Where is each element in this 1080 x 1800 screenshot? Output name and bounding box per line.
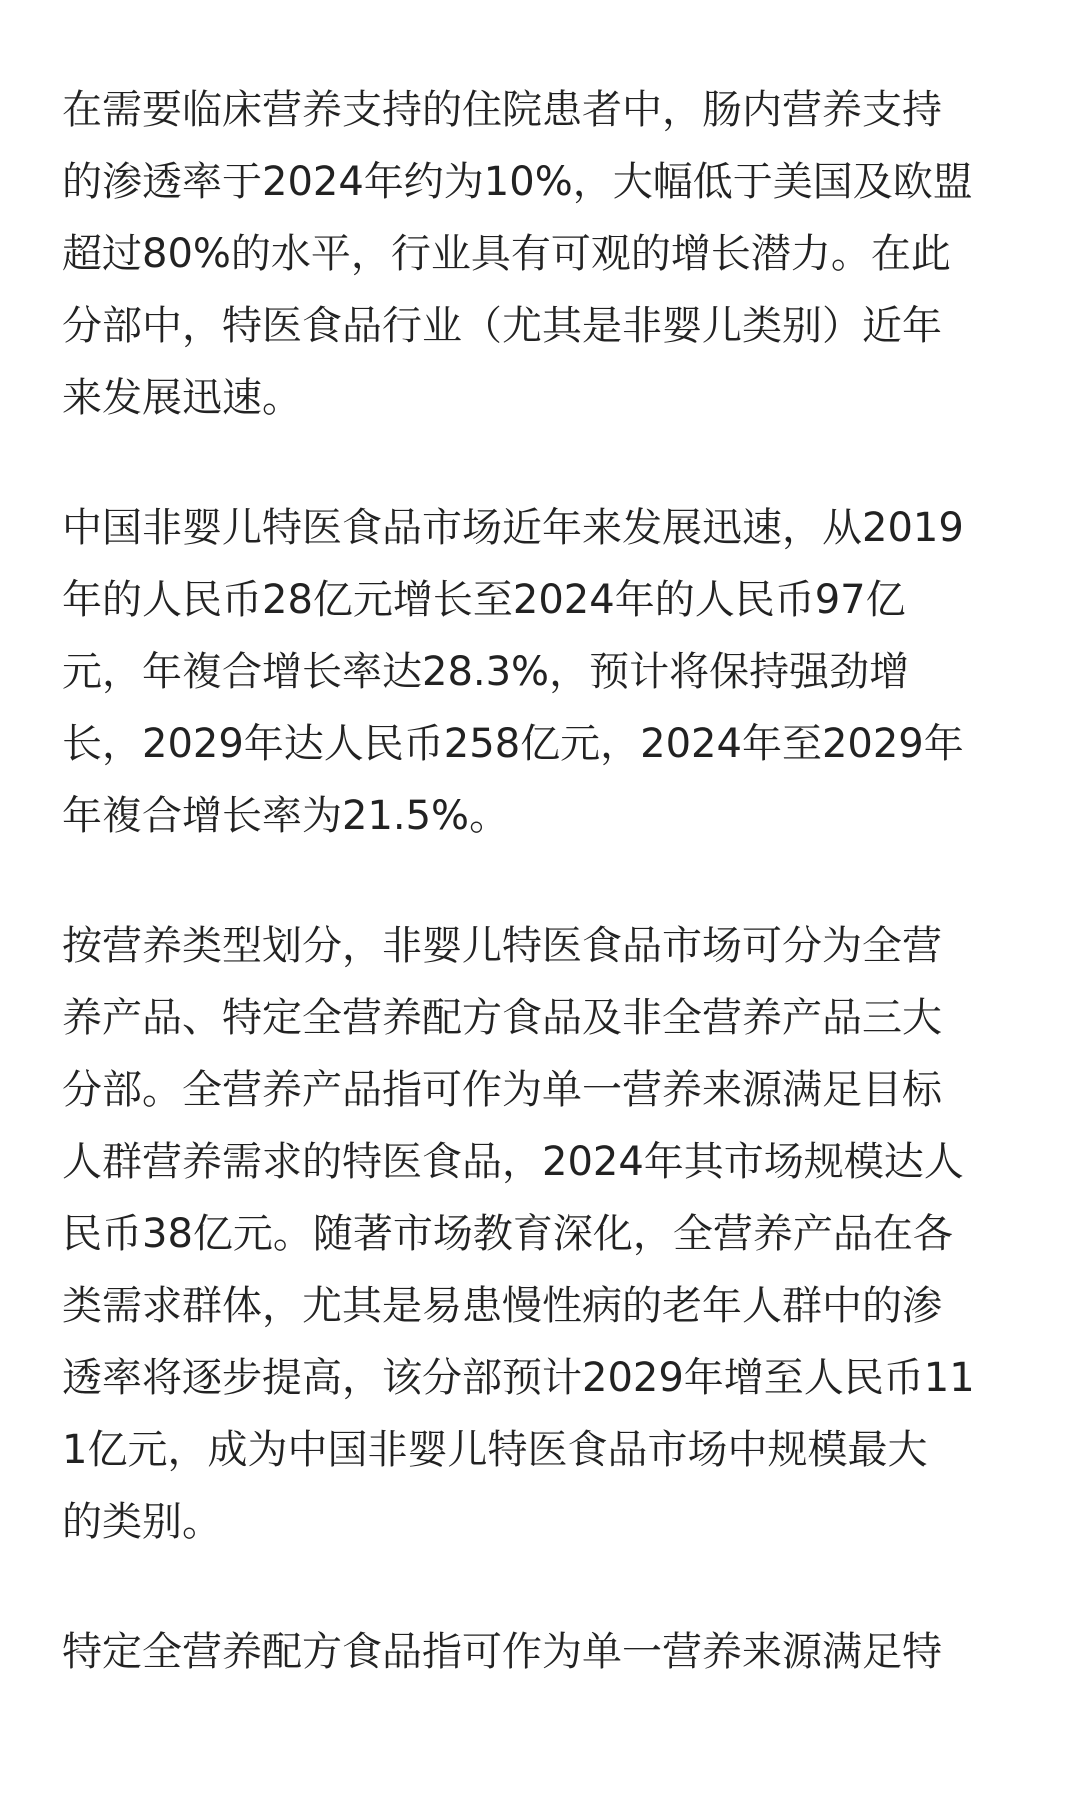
text-line: 类需求群体，尤其是易患慢性病的老年人群中的渗: [62, 1283, 942, 1329]
paragraph-3: [62, 910, 1022, 1558]
text-line: 的类别。: [62, 1499, 222, 1545]
text-line: 特定全营养配方食品指可作为单一营养来源满足特: [62, 1629, 942, 1675]
text-line: 年複合增长率为21.5%。: [62, 793, 510, 839]
text-line: 长，2029年达人民币258亿元，2024年至2029年: [62, 721, 964, 767]
text-line: 人群营养需求的特医食品，2024年其市场规模达人: [62, 1139, 964, 1185]
text-line: 透率将逐步提高，该分部预计2029年增至人民币11: [62, 1355, 975, 1401]
text-line: 在需要临床营养支持的住院患者中，肠内营养支持: [62, 87, 942, 133]
paragraph-4: [62, 1616, 1022, 1688]
text-line: 1亿元，成为中国非婴儿特医食品市场中规模最大: [62, 1427, 928, 1473]
paragraph-1: [62, 74, 1022, 434]
text-line: 分部中，特医食品行业（尤其是非婴儿类别）近年: [62, 303, 942, 349]
text-line: 年的人民币28亿元增长至2024年的人民币97亿: [62, 577, 906, 623]
text-line: 中国非婴儿特医食品市场近年来发展迅速，从2019: [62, 505, 964, 551]
text-line: 民币38亿元。随著市场教育深化，全营养产品在各: [62, 1211, 953, 1257]
text-line: 元，年複合增长率达28.3%，预计将保持强劲增: [62, 649, 910, 695]
text-line: 分部。全营养产品指可作为单一营养来源满足目标: [62, 1067, 942, 1113]
paragraph-2: [62, 492, 1022, 852]
text-line: 超过80%的水平，行业具有可观的增长潜力。在此: [62, 231, 951, 277]
text-line: 的渗透率于2024年约为10%，大幅低于美国及欧盟: [62, 159, 973, 205]
text-line: 按营养类型划分，非婴儿特医食品市场可分为全营: [62, 923, 942, 969]
article-body: [62, 74, 1022, 1746]
text-line: 来发展迅速。: [62, 375, 302, 421]
text-line: 养产品、特定全营养配方食品及非全营养产品三大: [62, 995, 942, 1041]
